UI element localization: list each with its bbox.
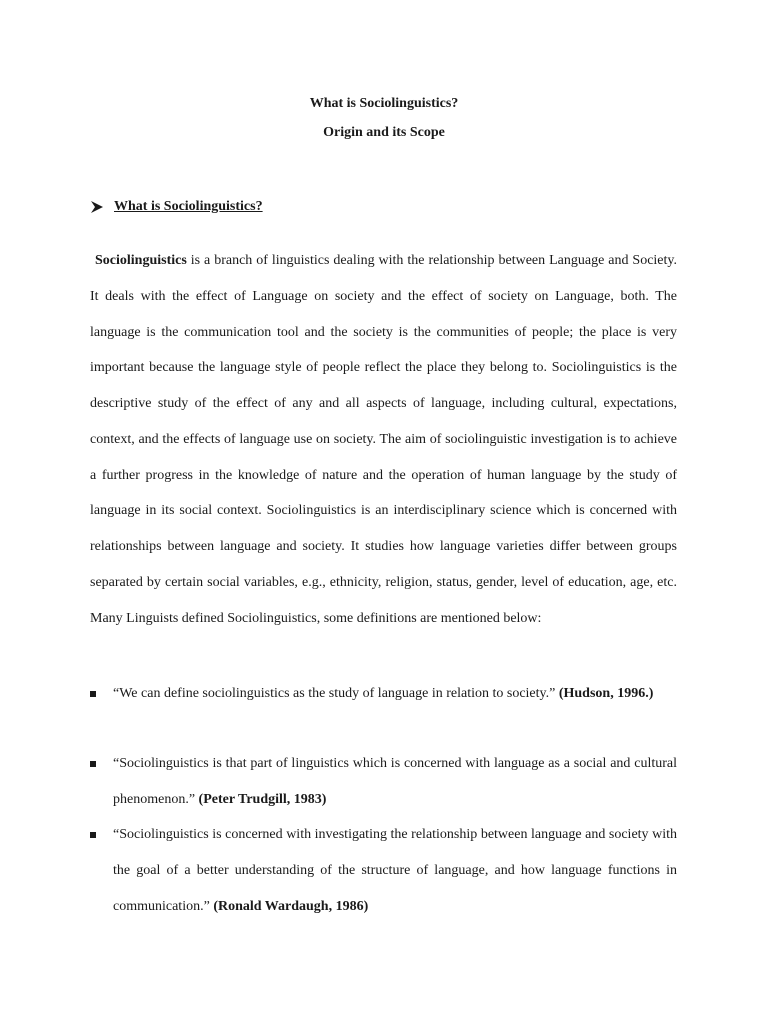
definition-text bbox=[113, 746, 677, 818]
definition-quote: “We can define sociolinguistics as the study of language in relation to society.” bbox=[113, 686, 559, 701]
definition-citation: (Hudson, 1996.) bbox=[558, 686, 654, 701]
section-heading-label: What is Sociolinguistics? bbox=[114, 199, 263, 214]
arrowhead-bullet-icon bbox=[90, 200, 104, 214]
square-bullet-icon bbox=[90, 761, 96, 767]
definition-citation: (Peter Trudgill, 1983) bbox=[198, 792, 327, 807]
square-bullet-icon bbox=[90, 832, 96, 838]
document-subtitle: Origin and its Scope bbox=[323, 125, 445, 140]
list-item bbox=[90, 746, 677, 818]
section-heading bbox=[90, 198, 263, 216]
definition-text bbox=[113, 676, 677, 712]
intro-paragraph bbox=[90, 243, 677, 636]
square-bullet-icon bbox=[90, 691, 96, 697]
definition-citation: (Ronald Wardaugh, 1986) bbox=[213, 899, 369, 914]
list-item bbox=[90, 817, 677, 925]
definition-text bbox=[113, 817, 677, 925]
definition-quote: “Sociolinguistics is that part of linguistics which is concerned with language as a social and cultural phenomenon.” bbox=[113, 756, 677, 807]
paragraph-lead-term: Sociolinguistics bbox=[95, 253, 187, 268]
list-item bbox=[90, 676, 677, 712]
paragraph-body: is a branch of linguistics dealing with the relationship between Language and Society. It deals with the effect of Language on society and the effect of society on Language, both. The language is the communication tool and the society is the communities of people; the place is very important because the language style of people reflect the place they belong to. Sociolinguistics is the descriptive study of the effect of any and all aspects of language, including cultural, expectations, context, and the effects of language use on society. The aim of sociolinguistic investigation is to achieve a further progress in the knowledge of nature and the operation of human language by the study of language in its social context. Sociolinguistics is an interdisciplinary science which is concerned with relationships between language and society. It studies how language varieties differ between groups separated by certain social variables, e.g., ethnicity, religion, status, gender, level of education, age, etc. Many Linguists defined Sociolinguistics, some definitions are mentioned below: bbox=[90, 253, 677, 626]
definition-quote: “Sociolinguistics is concerned with investigating the relationship between language and society with the goal of a better understanding of the structure of language, and how language functions in communication.” bbox=[113, 827, 677, 914]
document-title: What is Sociolinguistics? bbox=[309, 96, 459, 111]
